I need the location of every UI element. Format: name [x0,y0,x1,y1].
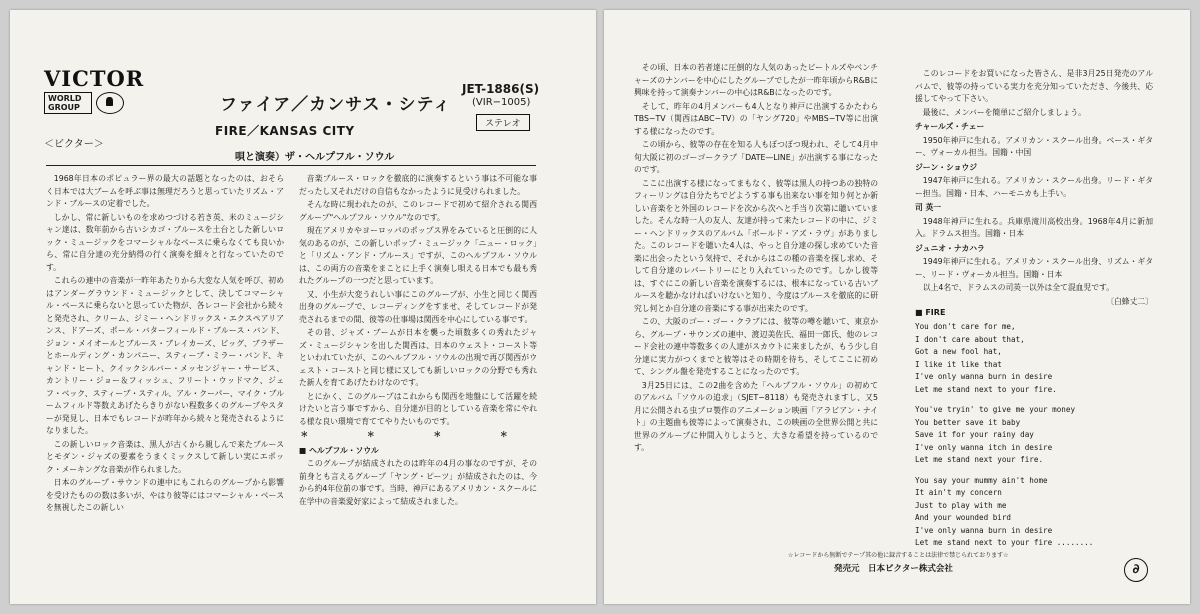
lyric-line: You better save it baby [915,417,1021,427]
victor-mark-icon: ∂ [1124,558,1148,582]
member-profiles [915,68,1153,308]
lyric-line: You say your mummy ain't home [915,475,1048,485]
performer-credit: 唄と演奏）ザ・ヘルプフル・ソウル [235,152,395,163]
lyric-line: Let me stand next to your fire ........ [915,538,1094,547]
lyric-line: It ain't my concern [915,488,1002,497]
left-page [10,10,596,604]
paragraph: しかし、常に新しいものを求めつづける若き英、米のミュージシャン達は、数年前から古いシカゴ・ブルースを土台とした新しいロック・ミュージックをコマーシャルなベースに乗らなくても良いから、常に自分達の充分納得の行く演奏を細々と行なっていたのです。 [46,212,284,272]
paragraph: 音楽ブルース・ロックを徹底的に演奏するという事は不可能な事だったし又それだけの自信もなかったように見受けられました。 [299,174,537,196]
catalog-subnumber: (VIR−1005) [472,97,531,108]
publisher-credit: 発売元 日本ビクター株式会社 [834,564,953,574]
fire-lyrics [915,308,1165,550]
label-subtitle: ＜ビクター＞ [44,139,104,150]
lyrics-heading: ■ FIRE [915,308,946,317]
lyric-line: I've only wanna burn in desire [915,525,1053,535]
paragraph: とにかく、このグループはこれからも関西を地盤にして活躍を続けたいと言う事ですから、自分達が目的としている音楽を常にやれる様な良い環境で育ててやりたいものです。 [299,391,537,426]
lyric-line: I like it like that [915,359,1002,369]
paragraph: この頃から、彼等の存在を知る人もぼつぼつ現われ、そして4月中旬大阪に初のゴーゴークラブ「DATE—LINE」が出演する事になったのです。 [634,140,878,174]
lyric-line: I've only wanna itch in desire [915,442,1053,452]
section-separator: ＊ ＊ ＊ ＊ [300,430,536,439]
stereo-badge: ステレオ [476,114,530,131]
paragraph: 日本のグループ・サウンドの連中にもこれらのグループから影響を受けたものの数は多いが、やはり彼等にはコマーシャル・ベースを無視したこの新しい [46,478,284,512]
lyric-line: Let me stand next your fire. [915,455,1044,464]
logo-wordmark: VICTOR [44,66,145,91]
section-heading: ■ ヘルプフル・ソウル [299,445,379,455]
lyric-line: I don't care about that, [915,334,1025,344]
victor-logo [44,66,145,114]
author-signature: 〔白蜂丈二〕 [1106,296,1153,306]
paragraph: その昔、ジャズ・ブームが日本を襲った頃数多くの秀れたジャズ・ミュージシャンを出した関西は、日本のウェスト・コースト等といわれていたが、このヘルプフル・ソウルの出現で再び関西がウェスト・コーストと同じ様に又しても新しいロックの分野でも秀れた新人を育てあげたわけなのです。 [299,328,537,387]
paragraph: 又、小生が大変うれしい事にこのグループが、小生と同じく関西出身のグループで、レコーディングをすませ、そしてレコードが発売されるまでの間、彼等の仕事場は関西を中心にしている事です。 [299,289,537,324]
paragraph: 1968年日本のポピュラー界の最大の話題となったのは、おそらく日本では大ブームを呼ぶ事は無理だろうと思っていたリズム・アンド・ブルースの定着でした。 [46,174,284,208]
lyric-line: I've only wanna burn in desire [915,372,1053,381]
title-japanese: ファイア／カンサス・シティ [220,95,452,115]
member-name: ジーン・ショウジ [915,162,978,172]
lyric-line: Got a new fool hat, [915,347,1002,356]
paragraph: ここに出演する様になってまもなく、彼等は黒人の持つあの独特のフィーリングは自分たちでどようする事も出来ない事を知り何とか新しい音楽をと外国のレコードを次から次へと手当り次第に聴いていました。そんな時一人の友人、友達が持って来たレコードの中に、ジミー・ヘンドリックスのアルバム「ボールド・アズ・ラヴ」がありました。このレコードを聴いた4人は、やっと自分達の探し求めていた音楽に出会ったという気持で、それからはこの種の音楽を探し求め、そして自分達のレパートリーにとり入れていったのです。しかし彼等は、すぐにこの新しい音楽を演奏するには、根本になっている古いブルースを聴かなければいけないと知り、今度はブルースを徹底的に研究し何とか自分達の音楽にする事が出来たのです。 [634,178,878,313]
liner-notes-column-1 [46,173,284,593]
member-description: 1949年神戸に生れる。アメリカン・スクール出身、リズム・ギター、リード・ヴォーカル担当。国籍・日本 [915,257,1153,279]
paragraph: そして、昨年の4月メンバーも4人となり神戸に出演するかたわらTBS−TV（関西はABC−TV）の「ヤング720」やMBS−TV等に出演する様になったのです。 [634,101,878,136]
paragraph: このレコードをお買いになった皆さん、是非3月25日発売のアルバムで、彼等の持っている実力を充分知っていただき、今後共、応援してやって下さい。 [915,69,1153,103]
member-description: 1947年神戸に生れる。アメリカン・スクール出身。リード・ギター担当。国籍・日本、ハーモニカも上手い。 [915,176,1153,198]
paragraph: この、大阪のゴー・ゴー・クラブには、彼等の噂を聴いて、東京から、グループ・サウンズの連中、渡辺美佐氏、福田一郎氏、他のレコード会社の連中等数多くの人達がスカウトに来ましたが、もう少し自分達に実力がつくまでと彼等はその時期を待ち、そしてここに初めて、シングル盤を発売することになったのです。 [634,317,878,376]
paragraph: そんな時に現われたのが、このレコードで初めて紹介される関西グループ"ヘルプフル・ソウル"なのです。 [299,200,537,222]
lyric-line: Save it for your rainy day [915,430,1034,439]
member-description: 1950年神戸に生れる。アメリカン・スクール出身。ベース・ギター、ヴォーカル担当。国籍・中国 [915,135,1153,157]
lyric-line: You don't care for me, [915,322,1016,331]
nipper-dog-icon [96,92,124,114]
member-name: ジュニオ・ナカハラ [915,243,985,253]
member-name: チャールズ・チェー [915,122,985,131]
paragraph: これらの連中の音楽が一昨年あたりから大変な人気を呼び、初めはアンダーグラウンド・ミュージックとして、決してコマーシャル・ベースに乗らないと思っていた物が、各レコード会社から続々と発売され、クリーム、ジミー・ヘンドリックス・エクスペアリアンス、ドアーズ、ポール・バターフィールド・ブルース・バンド、ジョン・メイオールとブルース・ブレイカーズ、ビッグ、ブラザーとホールディング・カンパニー、スティーブ・ミラー・バンド、キャンド・ヒート、クイックシルバー・メッセンジャー・サービス、カントリー・ジョー＆フィッシュ、フリート・ウッドマク、ジェフ・ベック、スティーブ・スティル、アル・クーパー、マイク・ブルームフィルド等数えあげたらきりがない程数多くのグループやスターが発見し、日本でもレコードが昨年から続々と発売されるようになりました。 [46,276,284,435]
logo-world-group: WORLD GROUP [44,92,92,114]
lyric-line: Let me stand next to your fire. [915,384,1057,394]
paragraph: 以上4名で、ドラムスの司英一以外は全て混血児です。 [922,283,1115,292]
lyric-line: Just to play with me [915,500,1007,510]
member-description: 1948年神戸に生れる。兵庫県滝川高校出身。1968年4月に新加入。ドラムス担当。国籍・日本 [915,216,1153,238]
header-divider [46,165,536,166]
lyric-line: And your wounded bird [915,513,1012,522]
paragraph: このグループが結成されたのは昨年の4月の事なのですが、その前身とも言えるグループ「ヤング・ピーツ」が結成されたのは、今から約4年位前の事です。当時、神戸にあるアメリカン・スクールに在学中の音楽愛好家によって結成されました。 [299,459,537,506]
paragraph: この新しいロック音楽は、黒人が古くから親しんで来たブルースとモダン・ジャズの要素をうまくミックスして新しい実にエポック・メーキングな音楽が作られました。 [46,439,284,474]
member-name: 司 英一 [915,203,942,212]
catalog-number: JET-1886(S) [462,82,540,96]
title-english: FIRE／KANSAS CITY [215,124,355,138]
paragraph: その頃、日本の若者達に圧倒的な人気のあったビートルズやベンチャーズのナンバーを中心にしたグループでしたが一昨年頃からR&Bに興味を持って演奏ナンバーの中心はR&Bになったのです。 [634,63,878,97]
liner-notes-column-3 [634,62,878,532]
paragraph: 3月25日には、この2曲を含めた「ヘルプフル・ソウル」の初めてのアルバム「ソウルの追求」（SJET−8118）も発売されますし、又5月に公開される虫プロ製作のアニメーション映画「アラビアン・ナイト」の主題曲も彼等によって演奏され、この映画の全世界公開と共に世界のグループに仲間入りしようと、大きな希望を持っているのです。 [634,380,878,452]
copyright-notice: ☆レコードから無断でテープ其の他に録音することは法律で禁じられております☆ [788,552,1009,559]
paragraph: 最後に、メンバーを簡単にご紹介しましょう。 [922,107,1086,117]
paragraph: 現在アメリカやヨーロッパのポップス界をみていると圧倒的に人気のあるのが、この新しいポップ・ミュージック「ニュー・ロック」と「リズム・アンド・ブルース」ですが、このヘルプフル・ソウルは、この両方の音楽をまことに上手く演奏し唄える日本でも最も秀れたグループの一つだと思っています。 [299,226,537,285]
liner-notes-column-2 [299,173,537,593]
lyric-line: You've tryin' to give me your money [915,405,1076,414]
right-page [604,10,1190,604]
